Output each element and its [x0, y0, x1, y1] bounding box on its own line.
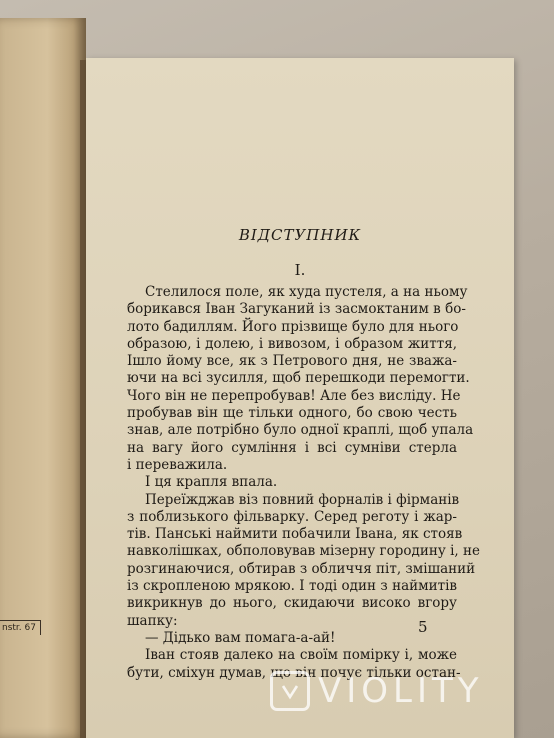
text-line: пробував він ще тільки одного, бо свою честь — [127, 405, 457, 422]
text-line: шапку: — [127, 612, 178, 629]
text-line: борикався Іван Загуканий із засмоктаним в бо- — [127, 301, 466, 318]
text-line: і переважила. — [127, 456, 228, 473]
left-page — [0, 18, 86, 738]
text-line: — Дідько вам помага-а-ай! — [145, 629, 336, 646]
page-text — [127, 284, 480, 682]
text-line: І ця крапля впала. — [145, 474, 278, 491]
text-line: навколішках, обполовував мізерну городину і, не — [127, 543, 480, 560]
left-page-note: nstr. 67 — [0, 620, 41, 635]
text-line: Ішло йому все, як з Петрового дня, не зважа- — [127, 353, 457, 370]
text-line: лото бадиллям. Його прізвище було для нього — [127, 318, 459, 335]
text-line: із скропленою мрякою. І тоді один з наймитів — [127, 578, 457, 595]
page-number: 5 — [418, 618, 428, 636]
text-line: на вагу його сумління і всі сумніви стерла — [127, 439, 457, 456]
text-line: з поблизького фільварку. Серед реготу і жар- — [127, 508, 457, 525]
section-number: I. — [294, 261, 306, 279]
violity-logo-icon — [270, 671, 310, 711]
watermark-text: VIOLITY — [318, 671, 484, 711]
book-page — [86, 58, 514, 738]
watermark — [270, 668, 484, 714]
text-line: розгинаючися, обтирав з обличчя піт, змішаний — [127, 560, 476, 577]
text-line: ючи на всі зусилля, щоб перешкоди перемогти. — [127, 370, 470, 387]
text-line: бути, сміхун думав, що він почує тільки остан- — [127, 664, 461, 681]
text-line: Стелилося поле, як худа пустеля, а на ньому — [145, 284, 468, 300]
text-line: викрикнув до нього, скидаючи високо вгору — [127, 595, 457, 612]
text-line: Переїжджав віз повний форналів і фірманів — [145, 491, 460, 508]
text-line: Чого він не перепробував! Але без висліду. Не — [127, 387, 461, 404]
chapter-title: ВІДСТУПНИК — [238, 226, 362, 244]
text-line: образою, і долею, і вивозом, і образом життя, — [127, 335, 457, 352]
text-line: знав, але потрібно було одної краплі, щоб упала — [127, 422, 474, 439]
text-line: тів. Панські наймити побачили Івана, як стояв — [127, 526, 463, 543]
text-line: Іван стояв далеко на своїм помірку і, може — [145, 647, 457, 664]
